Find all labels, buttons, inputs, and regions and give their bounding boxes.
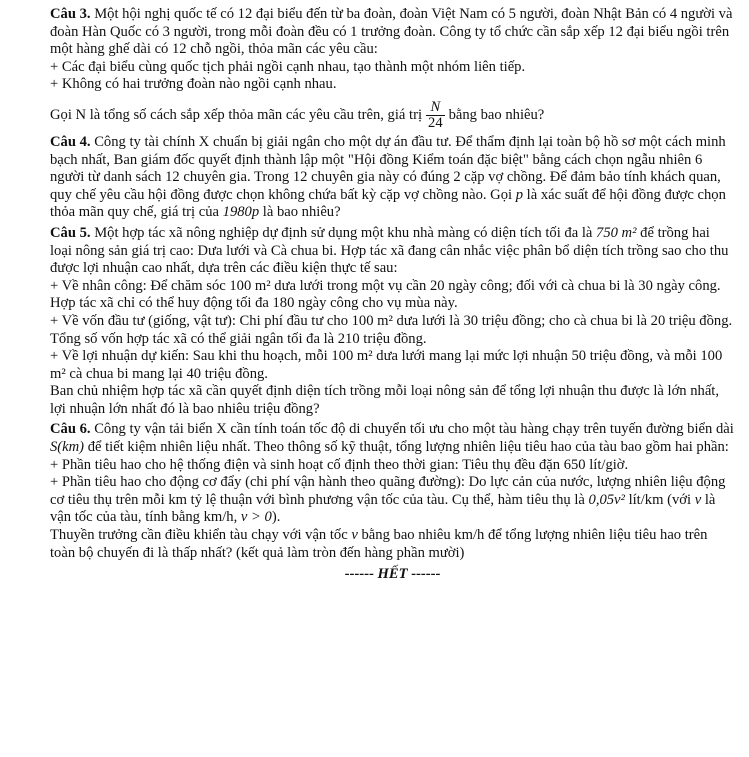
- question-3-body: [50, 6, 735, 59]
- question-5: [50, 225, 735, 419]
- question-5-profit-condition: + Về lợi nhuận dự kiến: Sau khi thu hoạch, mỗi 100 m² dưa lưới mang lại mức lợi nhuận 50 triệu đồng, và mỗi 100 m² cà chua bi mang lại 40 triệu đồng.: [50, 348, 723, 382]
- question-6-label: Câu 6.: [50, 421, 91, 438]
- velocity-condition: v > 0: [240, 509, 272, 526]
- fraction-denominator: 24: [428, 114, 443, 131]
- question-6-text-2: để tiết kiệm nhiên liệu nhất. Theo thông số kỹ thuật, tổng lượng nhiên liệu tiêu hao của tàu bao gồm hai phần:: [87, 439, 729, 456]
- question-6-body: [50, 421, 735, 456]
- question-6-text: Công ty vận tải biển X cần tính toán tốc độ di chuyển tối ưu cho một tàu hàng chạy trên tuyến đường biển dài: [90, 421, 734, 438]
- question-6-part-2-c: là vận tốc của tàu, tính bằng km/h,: [50, 491, 716, 526]
- question-5-capital-condition: + Về vốn đầu tư (giống, vật tư): Chi phí đầu tư cho 100 m² dưa lưới là 30 triệu đồng; cho cà chua bi là 20 triệu đồng. Tổng số vốn hợp tác xã có thể giải ngân tối đa là 210 triệu đồng.: [50, 312, 733, 347]
- question-4: [50, 134, 735, 222]
- end-dashes-right: ------: [411, 566, 441, 583]
- end-marker: [50, 566, 735, 584]
- probability-variable: p: [515, 186, 524, 203]
- velocity-variable-ask: v: [351, 527, 358, 544]
- question-6-ask-b: bằng bao nhiêu km/h để tổng lượng nhiên liệu tiêu hao trên toàn bộ chuyến đi là thấp nhất? (kết quả làm tròn đến hàng phần mười): [50, 527, 708, 561]
- question-6: [50, 421, 735, 562]
- velocity-variable: v: [694, 491, 702, 508]
- question-5-text-2: để trồng hai loại nông sản giá trị cao: Dưa lưới và Cà chua bi. Hợp tác xã đang cân nhắc việc phân bổ diện tích trồng sao cho thu được lợi nhuận cao nhất, dựa trên các điều kiện thực tế sau:: [50, 224, 729, 277]
- question-6-part-2-b: lít/km (với: [628, 491, 692, 508]
- question-5-labor-condition: + Về nhân công: Để chăm sóc 100 m² dưa lưới trong một vụ cần 20 ngày công; đối với cà chua bi là 30 ngày công. Hợp tác xã chỉ có thể huy động tối đa 180 ngày công cho vụ mùa này.: [50, 277, 721, 312]
- probability-expression: 1980p: [222, 204, 260, 221]
- question-3-ask-after: bằng bao nhiêu?: [448, 106, 545, 123]
- question-5-ask: Ban chủ nhiệm hợp tác xã cần quyết định diện tích trồng mỗi loại nông sản để tổng lợi nhuận thu được là lớn nhất, lợi nhuận lớn nhất đó là bao nhiêu triệu đồng?: [50, 383, 720, 417]
- question-4-body: [50, 134, 735, 222]
- question-4-text-3: là bao nhiêu?: [262, 204, 341, 221]
- max-area-value: 750 m²: [596, 224, 637, 241]
- question-6-part-1: + Phần tiêu hao cho hệ thống điện và sinh hoạt cố định theo thời gian: Tiêu thụ đều đặn 650 lít/giờ.: [50, 456, 629, 473]
- question-6-part-2-d: ).: [271, 509, 281, 526]
- question-3-condition-1: + Các đại biểu cùng quốc tịch phải ngồi cạnh nhau, tạo thành một nhóm liên tiếp.: [50, 58, 526, 75]
- n-over-24-fraction: [426, 100, 445, 131]
- consumption-formula: 0,05v²: [588, 491, 625, 508]
- question-4-text-2: là xác suất để hội đồng được chọn thỏa mãn quy chế, giá trị của: [50, 186, 726, 221]
- fraction-numerator: N: [426, 100, 445, 116]
- question-3-label: Câu 3.: [50, 6, 91, 22]
- question-6-ask-a: Thuyền trưởng cần điều khiển tàu chạy với vận tốc: [50, 527, 348, 544]
- question-3-text: Một hội nghị quốc tế có 12 đại biểu đến từ ba đoàn, đoàn Việt Nam có 5 người, đoàn Nhật Bản có 4 người và đoàn Hàn Quốc có 3 người, trong mỗi đoàn đều có 1 trưởng đoàn. Công ty tổ chức cần sắp xếp 12 đại biểu ngồi trên một hàng ghế dài có 12 chỗ ngồi, thỏa mãn các yêu cầu:: [50, 6, 733, 58]
- question-5-label: Câu 5.: [50, 224, 91, 241]
- question-6-part-2-a: + Phần tiêu hao cho động cơ đẩy (chi phí vận hành theo quãng đường): Do lực cản của nước, lượng nhiên liệu động cơ tiêu thụ trên mỗi km tỷ lệ thuận với bình phương vận tốc của tàu. Cụ thể, hàm tiêu thụ là: [50, 474, 726, 508]
- question-3-ask: [50, 100, 735, 131]
- question-6-ask: [50, 527, 735, 562]
- question-5-text: Một hợp tác xã nông nghiệp dự định sử dụng một khu nhà màng có diện tích tối đa là: [90, 224, 593, 241]
- end-word: HẾT: [377, 566, 408, 583]
- end-dashes-left: ------: [344, 566, 374, 583]
- question-3-condition-2: + Không có hai trưởng đoàn nào ngồi cạnh nhau.: [50, 76, 337, 93]
- question-3: [50, 6, 735, 131]
- question-6-part-2: [50, 474, 735, 527]
- question-3-ask-before: Gọi N là tổng số cách sắp xếp thỏa mãn các yêu cầu trên, giá trị: [50, 106, 423, 123]
- question-4-label: Câu 4.: [50, 133, 91, 150]
- question-4-text: Công ty tài chính X chuẩn bị giải ngân cho một dự án đầu tư. Để thẩm định lại toàn bộ hồ sơ một cách minh bạch nhất, Ban giám đốc quyết định thành lập một "Hội đồng Kiểm toán đặc biệt" bằng cách chọn ngẫu nhiên 6 người từ danh sách 12 chuyên gia. Trong 12 chuyên gia này có đúng 2 cặp vợ chồng. Để đảm bảo tính khách quan, quy chế yêu cầu hội đồng được chọn không chứa bất kỳ cặp vợ chồng nào. Gọi: [50, 133, 726, 203]
- question-5-body: [50, 225, 735, 278]
- route-distance: S(km): [50, 439, 85, 456]
